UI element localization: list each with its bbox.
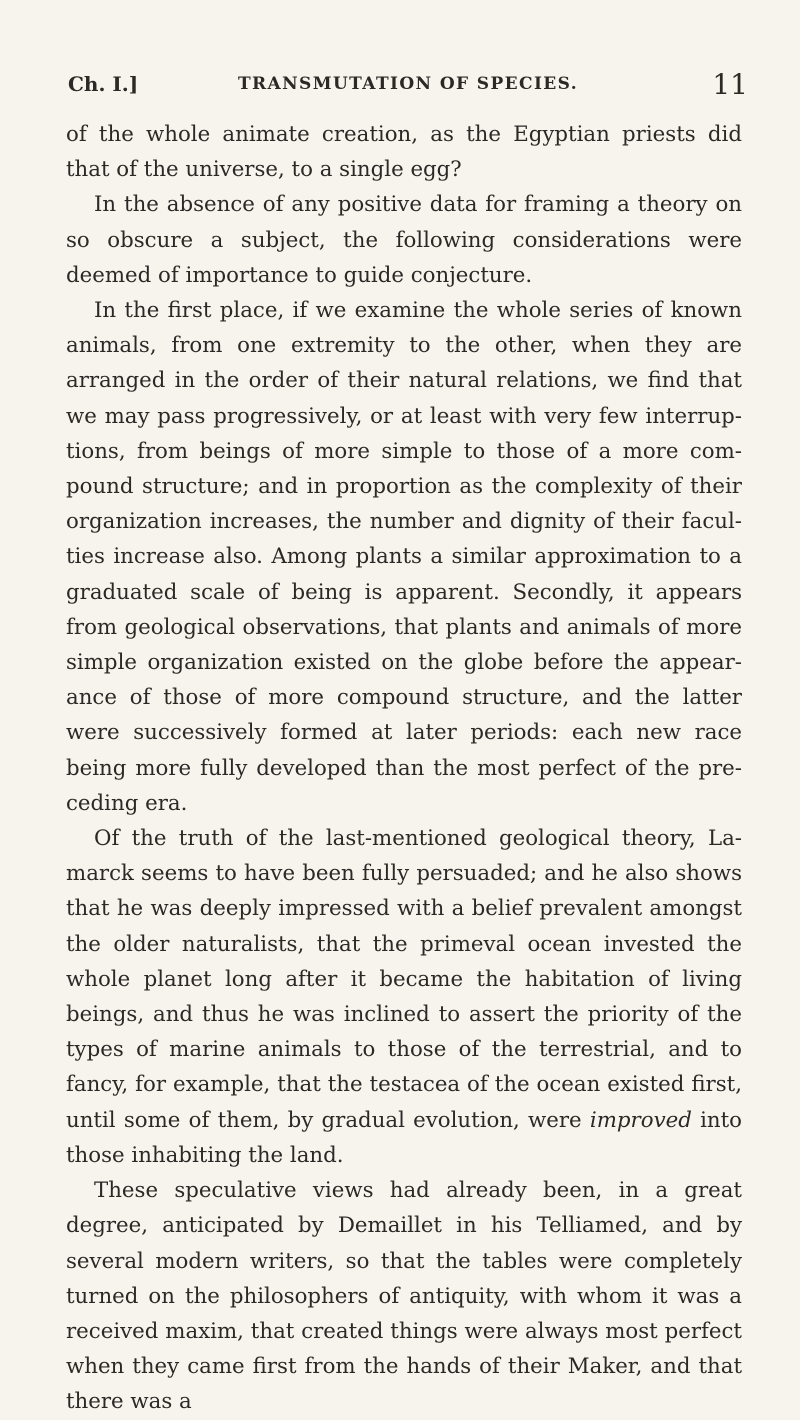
running-header <box>68 68 748 102</box>
chapter-label: Ch. I.] <box>68 72 139 96</box>
emphasized-word: improved <box>589 1107 692 1133</box>
paragraph-text: into those inhabiting the land. <box>66 1107 743 1168</box>
running-title: TRANSMUTATION OF SPECIES. <box>237 74 579 94</box>
paragraph: In the absence of any positive data for framing a theory on so obscure a subject, the following considerations were deemed of importance to guide conjecture. <box>66 192 742 288</box>
body-text <box>66 117 742 1420</box>
paragraph-text: Of the truth of the last-mentioned geological theory, Lamarck seems to have been fully persuaded; and he also shows that he was deeply impressed with a belief prevalent amongst the older naturalists, that the primeval ocean invested the whole planet long after it became the habitation of living beings, and thus he was inclined to assert the priority of the types of marine animals to those of the terrestrial, and to fancy, for example, that the testacea of the ocean existed first, until some of them, by gradual evolution, were <box>66 826 742 1133</box>
paragraph-continued: of the whole animate creation, as the Egyptian priests did that of the universe, to a single egg? <box>66 122 742 183</box>
paragraph: In the first place, if we examine the whole series of known animals, from one extremity to the other, when they are arranged in the order of their natural relations, we find that we may pass progressively, or at least with very few interruptions, from beings of more simple to those of a more compound structure; and in proportion as the complexity of their organization increases, the number and dignity of their faculties increase also. Among plants a similar approximation to a graduated scale of being is apparent. Secondly, it appears from geological observations, that plants and animals of more simple organization existed on the globe before the appearance of those of more compound structure, and the latter were successively formed at later periods: each new race being more fully developed than the most perfect of the preceding era. <box>66 298 742 816</box>
paragraph-lamarck <box>66 821 742 1173</box>
page-number: 11 <box>712 68 748 101</box>
paragraph: These speculative views had already been, in a great degree, anticipated by Demaillet in his Telliamed, and by several modern writers, so that the tables were completely turned on the philosophers of antiquity, with whom it was a received maxim, that created things were always most perfect when they came first from the hands of their Maker, and that there was a <box>66 1178 742 1415</box>
